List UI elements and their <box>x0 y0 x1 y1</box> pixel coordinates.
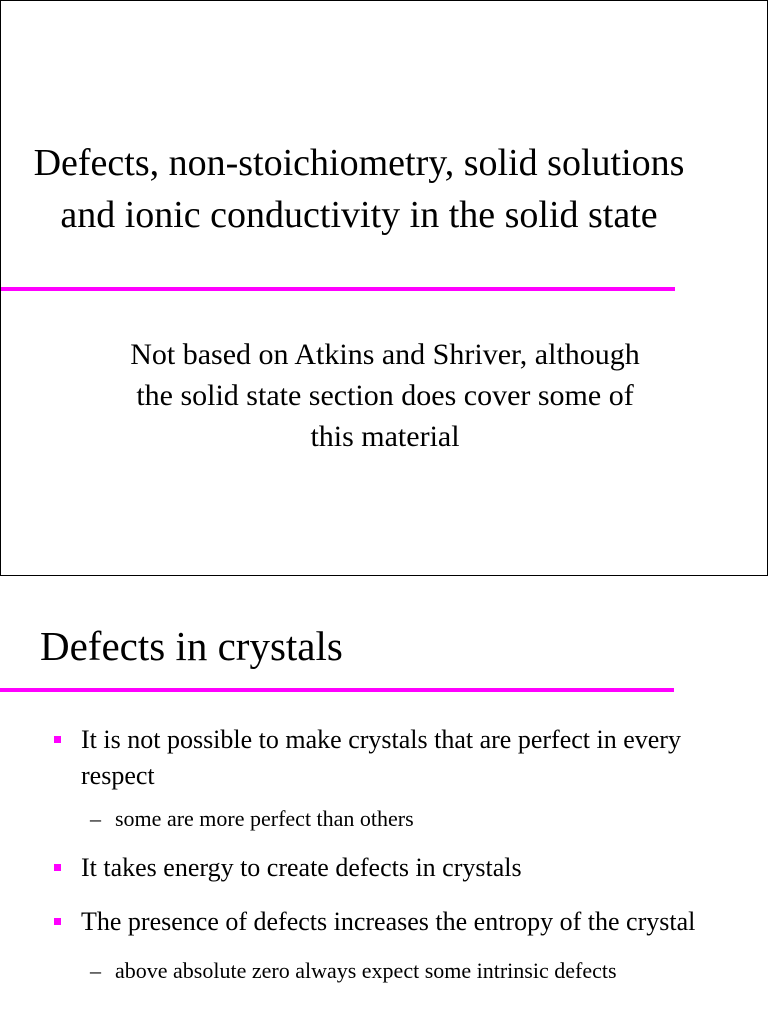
square-bullet-icon <box>54 864 61 871</box>
bullet-text: It takes energy to create defects in crystals <box>81 853 522 882</box>
slide-2 <box>0 600 768 1024</box>
slide-2-title: Defects in crystals <box>40 623 343 669</box>
square-bullet-icon <box>54 736 61 743</box>
bullet-item <box>0 850 768 886</box>
title-divider <box>0 688 674 692</box>
sub-bullet-item <box>0 956 768 986</box>
square-bullet-icon <box>54 918 61 925</box>
slide-1-title: Defects, non-stoichiometry, solid solutions and ionic conductivity in the solid state <box>33 142 685 236</box>
sub-bullet-text: above absolute zero always expect some intrinsic defects <box>115 958 617 983</box>
sub-bullet-text: some are more perfect than others <box>115 806 414 831</box>
bullet-item <box>0 904 768 940</box>
bullet-text: It is not possible to make crystals that are perfect in every respect <box>81 725 681 790</box>
bullet-text: The presence of defects increases the entropy of the crystal <box>81 907 696 936</box>
dash-bullet-icon: – <box>90 958 101 983</box>
slide-1-subtitle: Not based on Atkins and Shriver, although the solid state section does cover some of this material <box>130 338 640 453</box>
sub-bullet-item <box>0 804 768 834</box>
title-divider <box>1 287 675 291</box>
dash-bullet-icon: – <box>90 806 101 831</box>
bullet-item <box>0 722 768 794</box>
bullet-list <box>0 722 768 986</box>
